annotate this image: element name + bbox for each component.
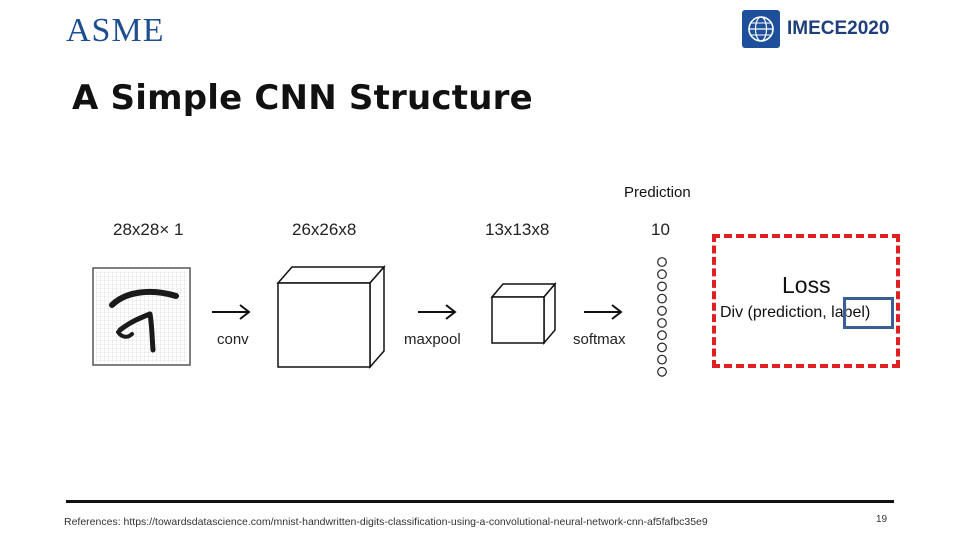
slide-title: A Simple CNN Structure: [72, 78, 533, 118]
softmax-label: softmax: [573, 331, 626, 348]
loss-formula: Div (prediction, label): [720, 304, 871, 321]
output-node: [658, 331, 667, 340]
arrow-icon: [418, 305, 455, 319]
footer-divider: [66, 500, 894, 503]
conv-volume-cube: [278, 267, 384, 367]
arrow-icon: [212, 305, 249, 319]
loss-title: Loss: [782, 272, 831, 298]
output-node: [658, 282, 667, 291]
label-highlight-box: [843, 297, 894, 329]
output-node: [658, 343, 667, 352]
output-node: [658, 307, 667, 316]
input-dims-label: 28x28× 1: [113, 220, 184, 239]
pool-volume-cube: [492, 284, 555, 343]
references-text: References: https://towardsdatascience.com/mnist-handwritten-digits-classification-using-a-convolutional-neural-network-cnn-af5fafbc35e9: [64, 516, 708, 528]
output-node: [658, 294, 667, 303]
asme-logo-text: ASME: [66, 12, 165, 49]
output-dims-label: 10: [651, 220, 670, 239]
output-nodes: [658, 258, 667, 376]
conv-dims-label: 26x26x8: [292, 220, 357, 239]
pool-dims-label: 13x13x8: [485, 220, 550, 239]
input-digit-image: [93, 268, 190, 365]
output-node: [658, 258, 667, 267]
maxpool-label: maxpool: [404, 331, 461, 348]
imece-logo-text: IMECE2020: [787, 18, 890, 39]
output-node: [658, 270, 667, 279]
output-node: [658, 368, 667, 377]
page-number: 19: [876, 514, 888, 525]
prediction-label: Prediction: [624, 184, 691, 201]
conv-label: conv: [217, 331, 249, 348]
output-node: [658, 355, 667, 364]
arrow-icon: [584, 305, 621, 319]
output-node: [658, 319, 667, 328]
